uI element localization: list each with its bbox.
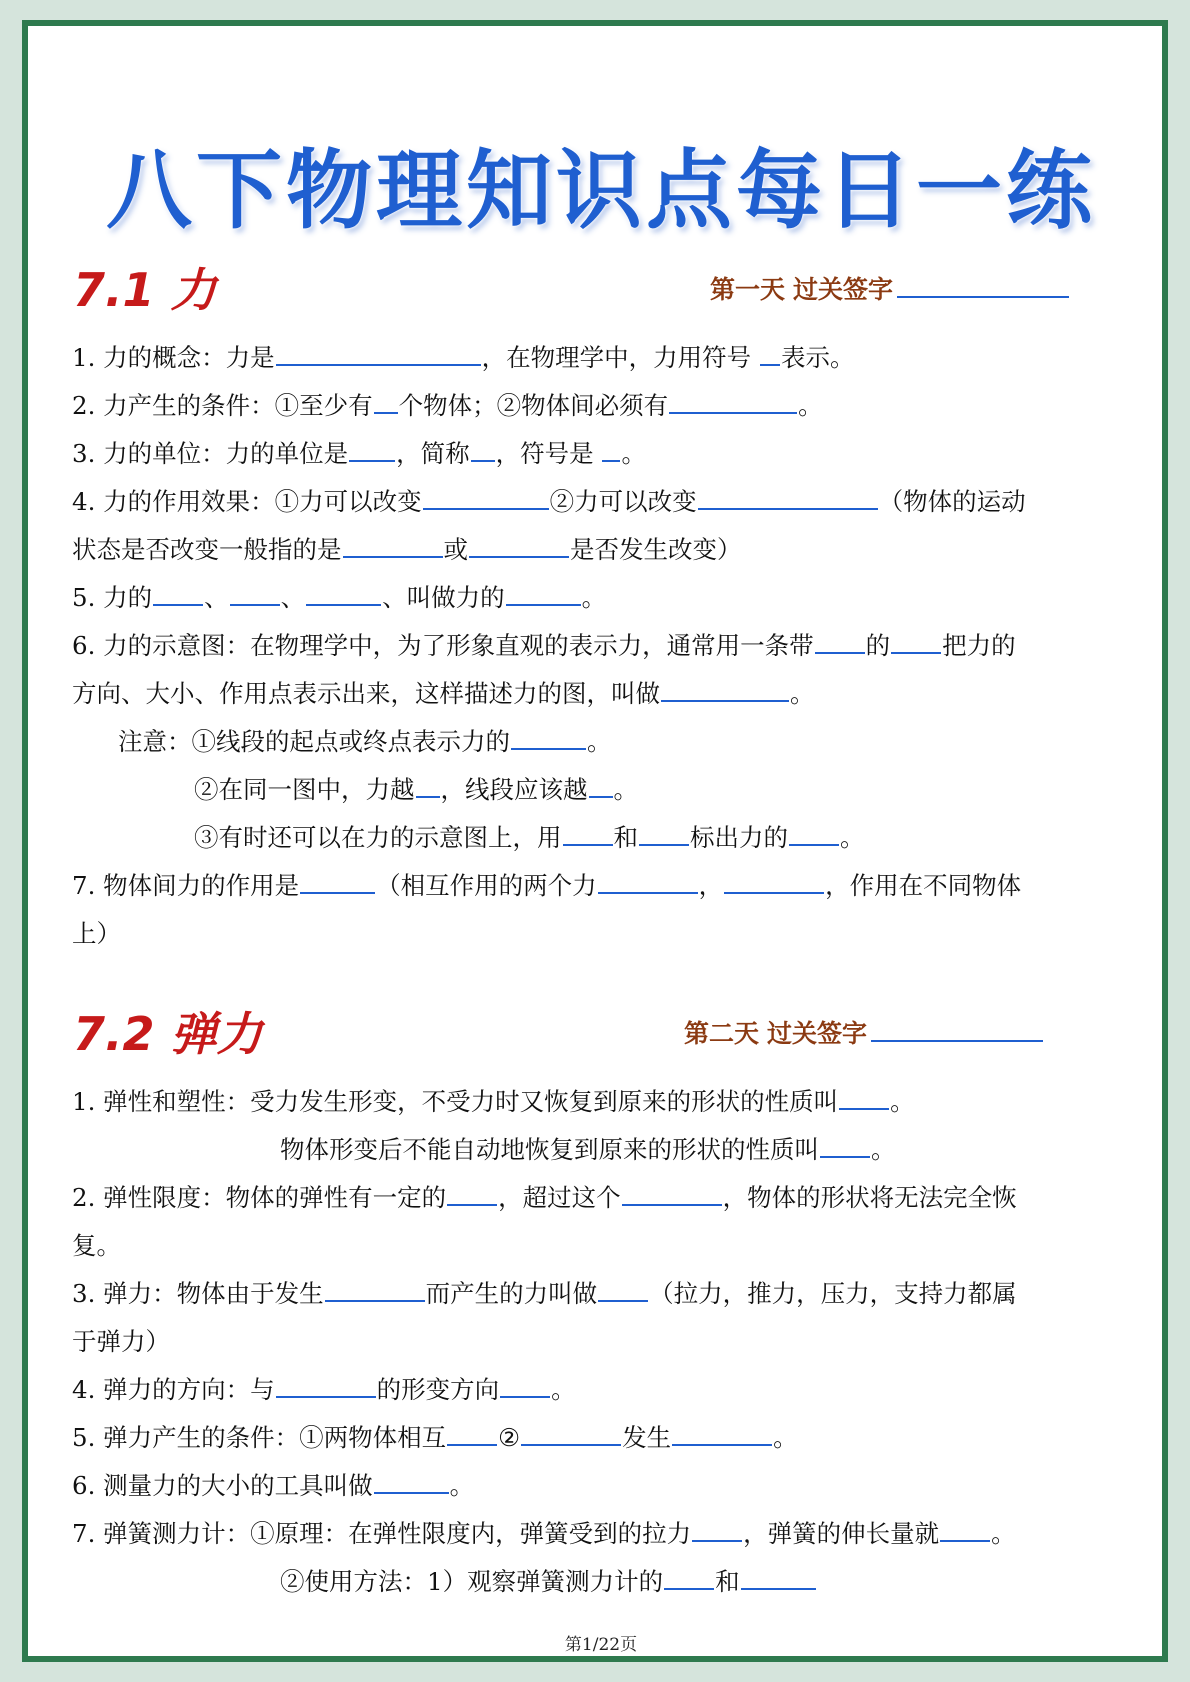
question-text: 表示。 <box>780 343 855 372</box>
blank[interactable] <box>511 724 586 750</box>
page-number: 第1/22页 <box>564 1635 638 1655</box>
section-title: 7.1 力 <box>73 263 217 317</box>
blank[interactable] <box>325 1276 425 1302</box>
blank[interactable] <box>891 628 941 654</box>
question-line <box>72 478 1157 526</box>
blank[interactable] <box>692 1516 742 1542</box>
question-text: 5. 弹力产生的条件：①两物体相互 <box>72 1423 447 1452</box>
question-text: 状态是否改变一般指的是 <box>72 535 342 564</box>
question-text: 、 <box>280 583 306 612</box>
question-text: 1. 力的概念：力是 <box>72 343 275 372</box>
sign-off <box>684 1014 1043 1050</box>
question-text: 个物体；②物体间必须有 <box>398 391 669 420</box>
blank[interactable] <box>760 340 780 366</box>
note-line <box>194 814 1190 862</box>
question-text: ②使用方法：1）观察弹簧测力计的 <box>280 1567 664 1596</box>
blank[interactable] <box>447 1180 497 1206</box>
note-line <box>194 766 1190 814</box>
blank[interactable] <box>563 820 613 846</box>
question-text: ，弹簧的伸长量就 <box>743 1519 940 1548</box>
question-text: 。 <box>613 775 638 804</box>
question-text: 。 <box>991 1519 1016 1548</box>
question-text: 3. 力的单位：力的单位是 <box>72 439 349 468</box>
blank[interactable] <box>276 340 481 366</box>
blank[interactable] <box>598 1276 648 1302</box>
question-line <box>72 1462 1157 1510</box>
question-text: 。 <box>773 1423 798 1452</box>
blank[interactable] <box>447 1420 497 1446</box>
blank[interactable] <box>724 868 824 894</box>
day-label: 第二天 <box>684 1019 760 1048</box>
section-header-7-1 <box>28 254 1174 324</box>
question-line <box>72 1414 1157 1462</box>
question-line <box>72 334 1157 382</box>
question-text: （相互作用的两个力 <box>376 871 597 900</box>
blank[interactable] <box>820 1132 870 1158</box>
question-text: 2. 力产生的条件：①至少有 <box>72 391 373 420</box>
blank[interactable] <box>300 868 375 894</box>
question-line <box>280 1126 1190 1174</box>
question-text: 发生 <box>622 1423 672 1452</box>
blank[interactable] <box>153 580 203 606</box>
page-title: 八下物理知识点每日一练 <box>106 141 1096 241</box>
question-text: ，线段应该越 <box>440 775 588 804</box>
blank[interactable] <box>622 1180 722 1206</box>
question-text: 6. 测量力的大小的工具叫做 <box>72 1471 373 1500</box>
question-line <box>72 862 1157 910</box>
blank[interactable] <box>661 676 789 702</box>
blank[interactable] <box>521 1420 621 1446</box>
question-text: 1. 弹性和塑性：受力发生形变，不受力时又恢复到原来的形状的性质叫 <box>72 1087 839 1116</box>
question-text: 。 <box>798 391 823 420</box>
blank[interactable] <box>343 532 443 558</box>
question-text: 4. 力的作用效果：①力可以改变 <box>72 487 422 516</box>
question-line <box>280 1558 1190 1606</box>
question-text: ③有时还可以在力的示意图上，用 <box>194 823 562 852</box>
blank[interactable] <box>276 1372 376 1398</box>
blank[interactable] <box>374 388 398 414</box>
blank[interactable] <box>672 1420 772 1446</box>
question-text: 。 <box>621 439 646 468</box>
section-header-7-2 <box>28 998 1174 1068</box>
blank[interactable] <box>698 484 878 510</box>
blank[interactable] <box>602 436 620 462</box>
question-line <box>72 1078 1157 1126</box>
blank[interactable] <box>423 484 549 510</box>
question-text: 2. 弹性限度：物体的弹性有一定的 <box>72 1183 447 1212</box>
section-title: 7.2 弹力 <box>73 1007 263 1061</box>
note-line <box>118 718 1190 766</box>
question-line <box>72 430 1157 478</box>
signature-line[interactable] <box>871 1039 1043 1042</box>
question-text: ，物体的形状将无法完全恢 <box>722 1183 1017 1212</box>
question-text: 。 <box>871 1135 896 1164</box>
blank[interactable] <box>639 820 689 846</box>
blank[interactable] <box>500 1372 550 1398</box>
question-text: 。 <box>890 1087 915 1116</box>
blank[interactable] <box>839 1084 889 1110</box>
question-text: 、 <box>204 583 229 612</box>
blank[interactable] <box>598 868 698 894</box>
question-text: ，超过这个 <box>498 1183 621 1212</box>
blank[interactable] <box>741 1564 816 1590</box>
question-text: 把力的 <box>942 631 1016 660</box>
question-line <box>72 526 1157 574</box>
question-line <box>72 1270 1157 1318</box>
question-text: 或 <box>443 535 468 564</box>
question-line <box>72 574 1157 622</box>
blank[interactable] <box>664 1564 714 1590</box>
signature-line[interactable] <box>897 295 1069 298</box>
blank[interactable] <box>506 580 581 606</box>
question-text: 上） <box>72 919 121 948</box>
sign-label: 过关签字 <box>767 1019 868 1048</box>
sign-off <box>710 270 1069 306</box>
question-line <box>72 670 1157 718</box>
question-text: 和 <box>613 823 638 852</box>
day-label: 第一天 <box>710 275 786 304</box>
question-line <box>72 1366 1157 1414</box>
question-line <box>72 910 1157 958</box>
question-text: 7. 物体间力的作用是 <box>72 871 300 900</box>
question-text: 是否发生改变） <box>570 535 742 564</box>
question-text: 的 <box>865 631 891 660</box>
question-text: 物体形变后不能自动地恢复到原来的形状的性质叫 <box>280 1135 819 1164</box>
question-text: ，作用在不同物体 <box>825 871 1022 900</box>
question-line <box>72 1510 1157 1558</box>
question-line <box>72 622 1157 670</box>
question-text: 3. 弹力：物体由于发生 <box>72 1279 324 1308</box>
question-line <box>72 1222 1157 1270</box>
question-text: 7. 弹簧测力计：①原理：在弹性限度内，弹簧受到的拉力 <box>72 1519 692 1548</box>
question-text: 6. 力的示意图：在物理学中，为了形象直观的表示力，通常用一条带 <box>72 631 814 660</box>
question-text: 和 <box>715 1567 740 1596</box>
question-line <box>72 382 1157 430</box>
page-frame <box>22 20 1168 1662</box>
blank[interactable] <box>471 436 495 462</box>
blank[interactable] <box>349 436 395 462</box>
question-text: 。 <box>790 679 815 708</box>
blank[interactable] <box>306 580 381 606</box>
question-text: 方向、大小、作用点表示出来，这样描述力的图，叫做 <box>72 679 660 708</box>
question-text: ，简称 <box>396 439 470 468</box>
blank[interactable] <box>469 532 569 558</box>
question-text: ， <box>698 871 724 900</box>
question-line <box>72 1174 1157 1222</box>
question-line <box>72 1318 1157 1366</box>
question-text: 。 <box>449 1471 475 1500</box>
blank[interactable] <box>416 772 440 798</box>
question-text: ，符号是 <box>495 439 594 468</box>
question-text: （拉力，推力，压力，支持力都属 <box>649 1279 1017 1308</box>
question-text: ②在同一图中，力越 <box>194 775 415 804</box>
sign-label: 过关签字 <box>793 275 894 304</box>
question-text: 。 <box>840 823 865 852</box>
question-text: 。 <box>581 583 607 612</box>
question-text: （物体的运动 <box>878 487 1026 516</box>
blank[interactable] <box>940 1516 990 1542</box>
question-text: 。 <box>587 727 612 756</box>
question-text: 标出力的 <box>690 823 788 852</box>
question-text: ②力可以改变 <box>549 487 697 516</box>
blank[interactable] <box>789 820 839 846</box>
blank[interactable] <box>669 388 797 414</box>
question-text: ② <box>498 1423 521 1452</box>
question-text: 于弹力） <box>72 1327 170 1356</box>
question-text: 复。 <box>72 1231 121 1260</box>
blank[interactable] <box>815 628 865 654</box>
question-text: ，在物理学中，力用符号 <box>481 343 752 372</box>
question-text: 5. 力的 <box>72 583 153 612</box>
question-text: 的形变方向 <box>376 1375 500 1404</box>
question-text: 而产生的力叫做 <box>425 1279 598 1308</box>
blank[interactable] <box>589 772 613 798</box>
question-text: 。 <box>551 1375 576 1404</box>
question-text: 4. 弹力的方向：与 <box>72 1375 275 1404</box>
blank[interactable] <box>374 1468 449 1494</box>
question-text: 、叫做力的 <box>382 583 505 612</box>
question-text: 注意：①线段的起点或终点表示力的 <box>118 727 510 756</box>
blank[interactable] <box>230 580 280 606</box>
